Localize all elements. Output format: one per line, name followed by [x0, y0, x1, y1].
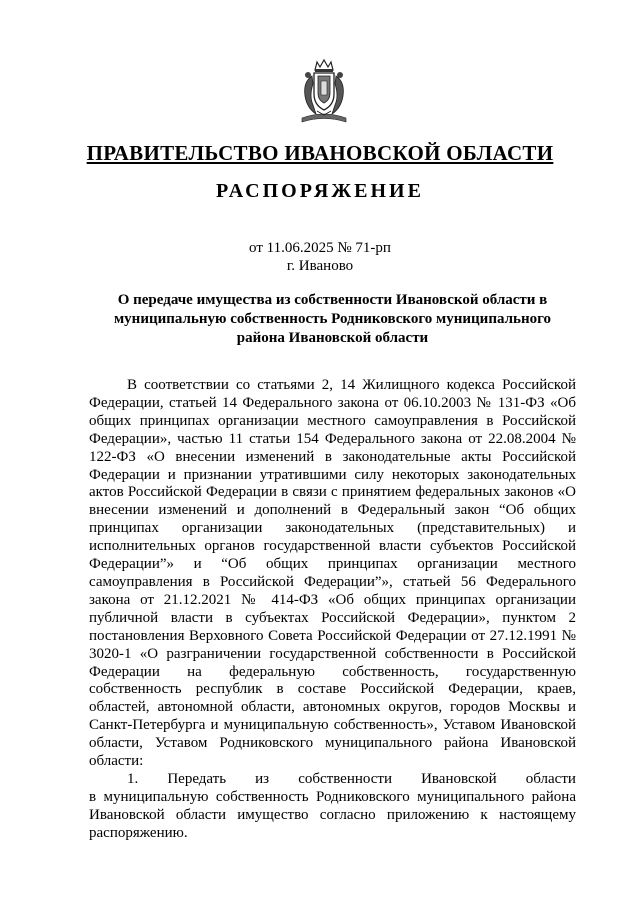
item-1-word: из — [255, 770, 270, 787]
item-1-word: области — [525, 770, 576, 787]
document-body — [89, 377, 576, 843]
document-city: г. Иваново — [286, 258, 354, 274]
item-1-word: собственности — [298, 770, 393, 787]
item-1-word: Передать — [167, 770, 227, 787]
document-meta — [0, 239, 640, 275]
item-1-word: Ивановской — [421, 770, 497, 787]
item-1-continuation: в муниципальную собственность Родниковского муниципального района Ивановской области имущество согласно приложению к настоящему распоряжению. — [89, 788, 576, 841]
item-1-number: 1. — [127, 770, 139, 787]
ivanovo-coat-of-arms-icon — [298, 58, 350, 124]
government-title: ПРАВИТЕЛЬСТВО ИВАНОВСКОЙ ОБЛАСТИ — [86, 141, 554, 165]
document-date-number: от 11.06.2025 № 71-рп — [249, 240, 391, 256]
document-subject: О передаче имущества из собственности Ивановской области в муниципальную собственность Родниковского муниципального района Ивановской области — [113, 292, 552, 346]
preamble-paragraph: В соответствии со статьями 2, 14 Жилищного кодекса Российской Федерации, статьей 14 Федерального закона от 06.10.2003 № 131-ФЗ «Об общих принципах организации местного самоуправления в Российской Федерации», частью 11 статьи 154 Федерального закона от 22.08.2004 № 122-ФЗ «О внесении изменений в законодательные акты Российской Федерации и признании утратившими силу некоторых законодательных актов Российской Федерации в связи с принятием федеральных законов «О внесении изменений и дополнений в Федеральный закон “Об общих принципах организации законодательных (представительных) и исполнительных органов государственной власти субъектов Российской Федерации”» и “Об общих принципах организации местного самоуправления в Российской Федерации”», статьей 56 Федерального закона от 21.12.2021 № 414-ФЗ «Об общих принципах организации публичной власти в субъектах Российской Федерации», пунктом 2 постановления Верховного Совета Российской Федерации от 27.12.1991 № 3020-1 «О разграничении государственной собственности в Российской Федерации на федеральную собственность, государственную собственность республик в составе Российской Федерации, краев, областей, автономной области, автономных округов, городов Москвы и Санкт-Петербурга и муниципальную собственность», Уставом Ивановской области, Уставом Родниковского муниципального района Ивановской области: — [89, 377, 576, 770]
item-1-first-line — [127, 771, 576, 789]
document-type: РАСПОРЯЖЕНИЕ — [216, 180, 424, 202]
